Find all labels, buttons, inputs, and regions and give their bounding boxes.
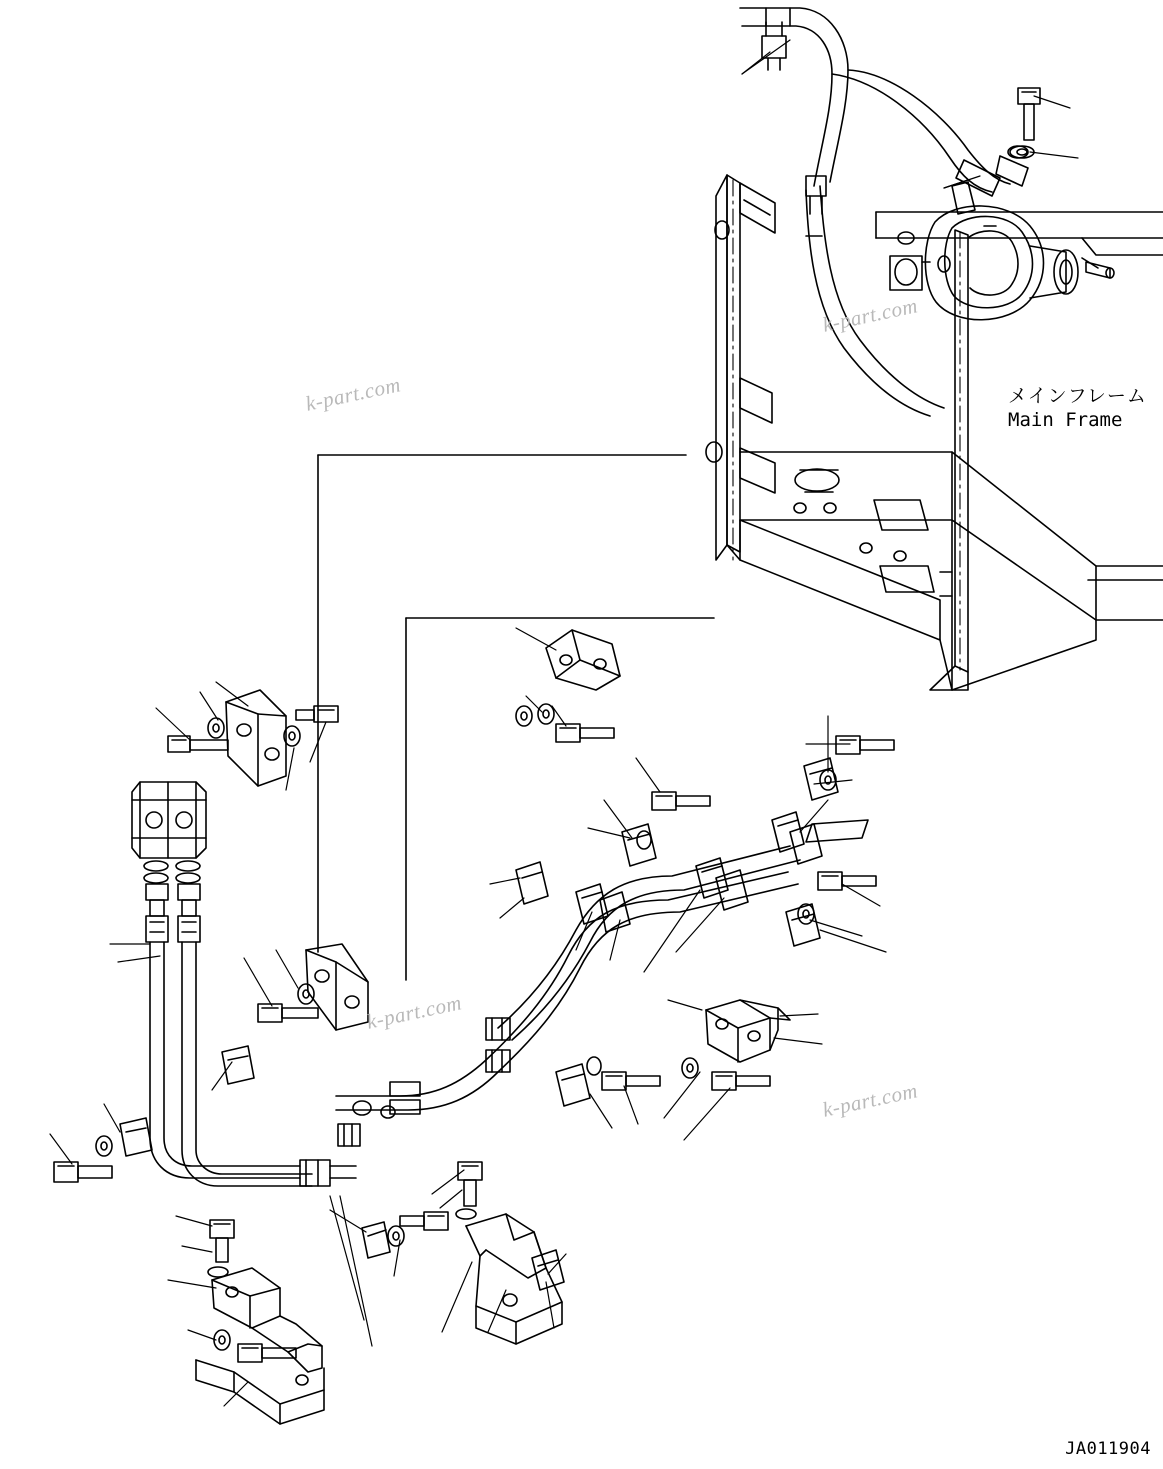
upper-center-bracket (516, 630, 620, 742)
drawing-number: JA011904 (1065, 1439, 1151, 1459)
main-frame-label-en: Main Frame (1008, 408, 1123, 431)
watermark: k-part.com (303, 372, 403, 416)
bolt-parts (208, 736, 894, 1362)
watermark: k-part.com (820, 293, 920, 337)
upper-left-bracket (168, 690, 338, 786)
watermark: k-part.com (364, 990, 464, 1034)
left-valve-assembly (132, 782, 395, 1186)
main-frame-label (1008, 385, 1163, 433)
watermark: k-part.com (820, 1078, 920, 1122)
main-frame-assembly (706, 175, 1163, 690)
lower-left-clamp (54, 1118, 152, 1182)
main-frame-label-jp: メインフレーム (1008, 385, 1147, 407)
lower-center-bracket (466, 1214, 564, 1344)
mid-left-bracket (222, 944, 368, 1084)
lower-right-bracket (706, 1000, 790, 1062)
